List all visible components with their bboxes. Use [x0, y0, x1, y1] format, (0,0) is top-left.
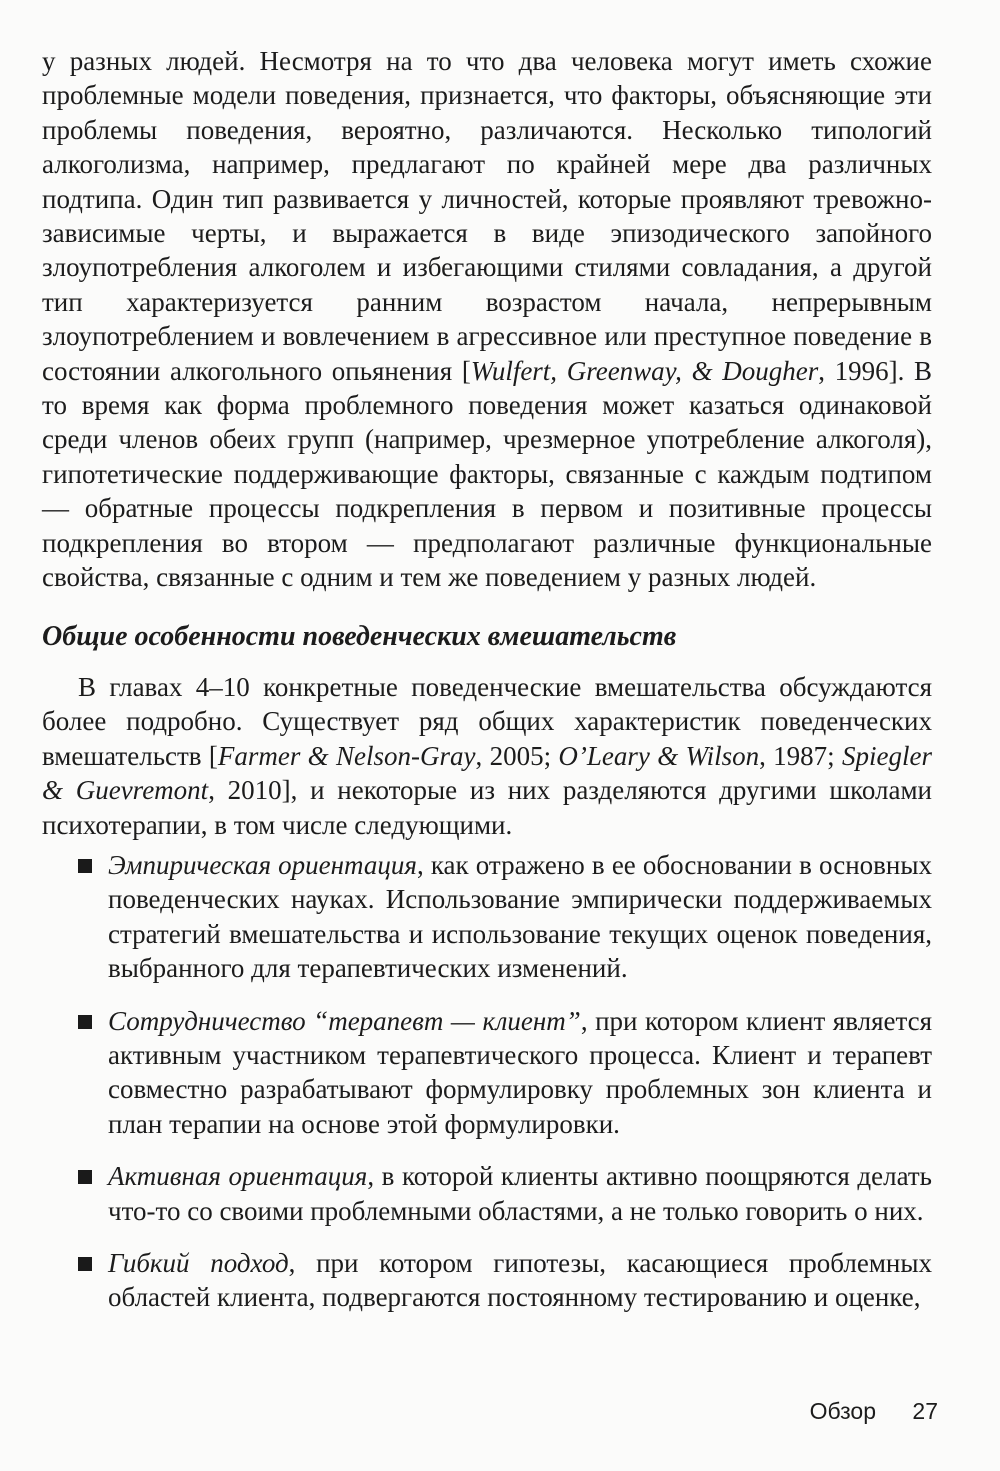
list-item — [42, 1004, 932, 1142]
list-item-text: , при котором гипотезы, касающиеся проблемных областей клиента, подвергаются постоянному тестированию и оценке, — [108, 1248, 932, 1313]
list-item — [42, 848, 932, 986]
list-item-text: , как отражено в ее обосновании в основных поведенческих науках. Использование эмпирически поддерживаемых стратегий вмешательства и использование текущих оценок поведения, выбранного для терапевтических изменений. — [108, 850, 932, 984]
citation-year: , 1996 — [818, 355, 889, 386]
citation-1-authors: Farmer & Nelson-Gray — [217, 740, 476, 771]
square-bullet-icon — [78, 1170, 92, 1184]
paragraph-2-intro: В главах 4–10 конкретные поведенческие вмешательства обсуждаются более подробно. Существует ряд общих характеристик поведенческих вмешательств [ — [42, 672, 932, 771]
square-bullet-icon — [78, 1015, 92, 1029]
paragraph-1-text-before: у разных людей. Несмотря на то что два человека могут иметь схожие проблемные модели поведения, признается, что факторы, объясняющие эти проблемы поведения, вероятно, различаются. Несколько типологий алкоголизма, например, предлагают по крайней мере два различных подтипа. Один тип развивается у личностей, которые проявляют тревожно-зависимые черты, и выражается в виде эпизодического запойного злоупотребления алкоголем и избегающими стилями совладания, а другой тип характеризуется ранним возрастом начала, непрерывным злоупотреблением и вовлечением в агрессивное или преступное поведение в состоянии алкогольного опьянения [ — [42, 46, 932, 386]
page-number: 27 — [912, 1398, 938, 1424]
paragraph-2-outro: ], и некоторые из них разделяются другими школами психотерапии, в том числе следующими. — [42, 775, 932, 840]
list-item-term: Активная ориентация — [108, 1161, 368, 1192]
square-bullet-icon — [78, 859, 92, 873]
list-item-text: , при котором клиент является активным участником терапевтического процесса. Клиент и терапевт совместно разрабатывают формулировку проблемных зон клиента и план терапии на основе этой формулировки. — [108, 1005, 933, 1139]
citation-2-year: , 1987; — [759, 740, 842, 771]
citation-1-year: , 2005; — [475, 740, 559, 771]
list-item — [42, 1159, 932, 1228]
list-item-term: Гибкий подход — [108, 1248, 289, 1279]
citation-3-authors: Spiegler & Guevremont — [42, 740, 932, 806]
features-list — [42, 848, 932, 1333]
section-heading: Общие особенности поведенческих вмешательств — [42, 621, 677, 652]
list-item-term: Эмпирическая ориентация — [108, 850, 417, 880]
list-item — [42, 1246, 932, 1315]
list-item-text: , в которой клиенты активно поощряются делать что-то со своими проблемными областями, а не только говорить о них. — [108, 1161, 932, 1226]
body-paragraph-2 — [42, 670, 932, 842]
citation-3-year: , 2010 — [208, 775, 282, 806]
page-footer — [810, 1396, 938, 1426]
running-footer-title: Обзор — [809, 1398, 877, 1424]
citation-authors: Wulfert, Greenway, & Dougher — [470, 355, 819, 386]
square-bullet-icon — [78, 1257, 92, 1271]
paragraph-1-text-after: ]. В то время как форма проблемного поведения может казаться одинаковой среди членов обеих групп (например, чрезмерное употребление алкоголя), гипотетические поддерживающие факторы, связанные с каждым подтипом — обратные процессы подкрепления в первом и позитивные процессы подкрепления во втором — предполагают различные функциональные свойства, связанные с одним и тем же поведением у разных людей. — [42, 355, 933, 593]
citation-2-authors: O’Leary & Wilson — [558, 740, 760, 771]
list-item-term: Сотрудничество “терапевт — клиент” — [108, 1005, 581, 1036]
body-paragraph-1 — [42, 44, 932, 595]
